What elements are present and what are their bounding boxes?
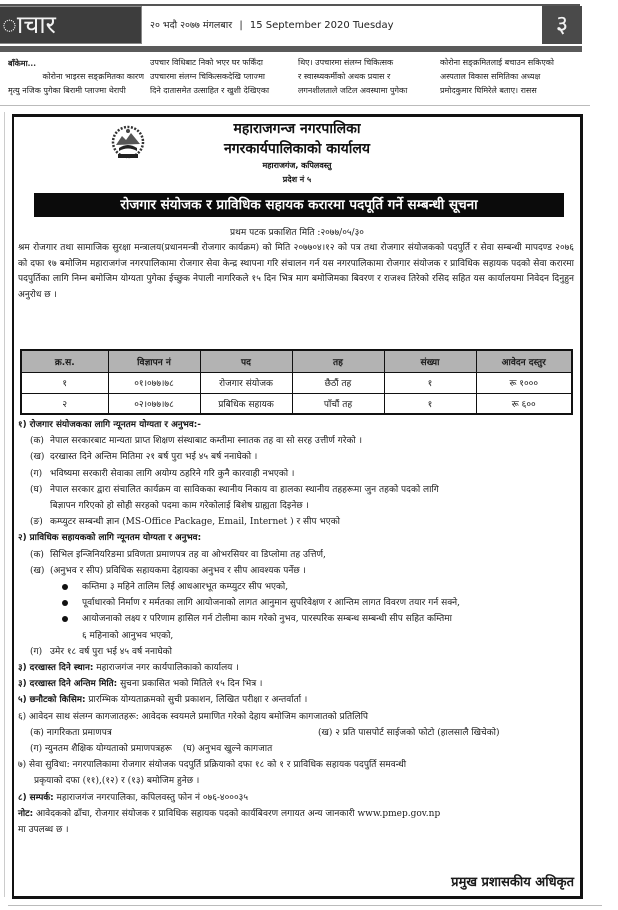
- signature-title: प्रमुख प्रशासकीय अधिकृत: [451, 875, 574, 890]
- item-text: (अनुभव र सीप) प्रविधिक सहायकमा देहायका अनुभव र सीप आवश्यक पर्नेछ ।: [50, 565, 306, 576]
- item-text: भविष्यमा सरकारी सेवाका लागि अयोग्य ठहरिने गरि कुनै कारवाही नभएको ।: [50, 468, 295, 479]
- col-sn: क्र.स.: [21, 350, 108, 372]
- bullet-icon: [62, 584, 68, 590]
- bullet-text: आयोजनाको लक्ष्य र परिणाम हासिल गर्न टोलीमा काम गरेको नुभव, पारस्परिक सम्बन्ध सम्बन्धी सीप सहित कम्तिमा: [82, 614, 452, 625]
- intro-paragraph: श्रम रोजगार तथा सामाजिक सुरक्षा मन्त्रालय(प्रधानमन्त्री रोजगार कार्यक्रम) को मिति २०७७०४।१२ को पत्र तथा रोजगार संयोजकको पदपुर्ति र सेवा सम्बन्धी मापदण्ड २०७६ को दफा १७ बमोजिम महाराजगंज नगरपालिकामा रोजगार सेवा केन्द्र स्थापना गरि संचालन गर्न यस नगरपालिकामा रोजगार संयोजक र प्राविधिक सहायक पदको सेवा करारमा पदपुर्तिका लागि निम्न बमोजिम योग्यता पुगेका ईच्छुक नेपाली नागरिकले १५ दिन भित्र माग बमोजिमका बिवरण र राजश्व तिरेको रसिद सहित यस कार्यालयमा निवेदन दिनुहुन अनुरोध छ ।: [18, 243, 574, 300]
- section-5: [18, 692, 576, 708]
- contact-label: ८) सम्पर्क:: [18, 792, 54, 803]
- date-nepali: २० भदौ २०७७ मंगलबार: [150, 20, 233, 31]
- contact-text: महाराजगंज नगरपालिका, कपिलवस्तु फोन नं ०७६-४०००३५: [53, 792, 249, 803]
- list-item: [18, 563, 576, 579]
- page-number: ३: [555, 10, 569, 38]
- cell: प्रबिधिक सहायक: [200, 393, 292, 414]
- news-line: अस्पताल विकास समितिका अध्यक्ष: [440, 72, 541, 81]
- list-item-continued: बिज्ञापन गरिएको हो सोही सरहको पदमा काम गरेकोलाई बिशेष ग्राह्यता दिइनेछ ।: [50, 501, 309, 512]
- published-date: प्रथम पटक प्रकाशित मिति :२०७७/०५/३०: [230, 228, 364, 238]
- gutter-rule: [4, 112, 5, 897]
- doc-citizenship: (क) नागरिकता प्रमाणपत्र: [30, 727, 112, 738]
- news-divider: [0, 105, 590, 106]
- section-7: ७) सेवा सुविधा: नगरपालिकामा रोजगार संयोजक पदपुर्ति प्रक्रियाको दफा १८ को १ र प्राविधिक सहायक पदपुर्ति समवन्धी: [18, 760, 407, 771]
- list-item: [18, 514, 576, 530]
- news-line: लगनशीलताले जटिल अवस्थामा पुगेका: [298, 86, 408, 95]
- org-header: [14, 117, 580, 213]
- cell: ०१।०७७।७८: [108, 372, 200, 393]
- job-notice: [12, 114, 583, 899]
- documents-row-2: [18, 741, 576, 757]
- list-item: [18, 466, 576, 482]
- section-2-heading: २) प्राविधिक सहायकको लागि न्यूनतम योग्यता र अनुभव:: [18, 533, 202, 544]
- item-label: (क): [30, 549, 44, 560]
- news-line: उपचारमा संलग्न चिकित्सकदेखि प्लाज्मा: [150, 72, 265, 81]
- news-line: प्रमोदकुमार घिमिरेले बताए। रासस: [440, 86, 537, 95]
- date-separator: |: [239, 20, 243, 31]
- news-column-1: [8, 56, 144, 98]
- date-line: [150, 18, 394, 31]
- news-line: र स्वास्थ्यकर्मीको अथक प्रयास र: [298, 72, 391, 81]
- paper-name: ाचार: [2, 10, 56, 39]
- cell: २: [21, 393, 108, 414]
- news-line: कोरोना सङ्क्रमितलाई बचाउन सकिएको: [440, 58, 554, 67]
- item-label: (ङ): [30, 517, 43, 528]
- cell: रू ६००: [476, 393, 572, 414]
- cell: पाँचौं तह: [292, 393, 384, 414]
- cell: रोजगार संयोजक: [200, 372, 292, 393]
- newspaper-masthead: [0, 0, 618, 52]
- note-text: आवेदकको ढाँचा, रोजगार संयोजक र प्राविधिक सहायक पदको कार्यबिवरण लगायत अन्य जानकारी www.pmep.gov.np: [33, 808, 441, 819]
- province: प्रदेश नं ५: [282, 175, 312, 184]
- section-6: ६) आवेदन साथ संलग्न कागजातहरू: आवेदक स्वयमले प्रमाणित गरेको देहाय बमोजिम कागजातको प्रतिलिपि: [18, 711, 369, 722]
- news-continuation: [0, 54, 590, 100]
- cell: छैठौं तह: [292, 372, 384, 393]
- cell: १: [21, 372, 108, 393]
- list-item: [18, 547, 576, 563]
- col-level: तह: [292, 350, 384, 372]
- bullet-item: [18, 595, 576, 611]
- col-ad-no: विज्ञापन नं: [108, 350, 200, 372]
- col-post: पद: [200, 350, 292, 372]
- table-row: [21, 372, 572, 393]
- item-label: (ख): [30, 452, 45, 463]
- note-label: नोट:: [18, 808, 34, 819]
- note: [18, 806, 576, 822]
- item-label: (क): [30, 436, 44, 447]
- item-text: नेपाल सरकारबाट मान्यता प्राप्त शिक्षण संस्थाबाट कम्तीमा स्नातक तह वा सो सरह उत्तीर्ण गरेको ।: [50, 436, 363, 447]
- news-heading: बाँकेमा...: [8, 58, 36, 68]
- list-item: [18, 482, 576, 498]
- news-line: मृत्यु नजिक पुगेका बिरामी प्लाज्मा थेरापी: [8, 86, 126, 95]
- section-4: [18, 676, 576, 692]
- office-name: नगरकार्यपालिकाको कार्यालय: [224, 141, 370, 157]
- news-column-3: [298, 56, 432, 98]
- requirements: [18, 417, 576, 838]
- section-3-text: महाराजगंज नगर कार्यपालिकाको कार्यालय ।: [93, 663, 239, 674]
- news-line: थिए। उपचारमा संलग्न चिकित्सक: [298, 58, 394, 67]
- news-line: उपचार विधिबाट निको भएर घर फर्किँदा: [150, 58, 264, 67]
- section-8: [18, 790, 576, 806]
- org-address: महाराजगंज, कपिलवस्तु: [262, 161, 332, 170]
- cell: ०२।०७७।७८: [108, 393, 200, 414]
- bullet-item: [18, 579, 576, 595]
- section-5-text: प्रारम्भिक योग्यताक्रमको सुची प्रकाशन, लिखित परीक्षा र अन्तर्वार्ता ।: [85, 695, 308, 706]
- bullet-continued: ६ महिनाको आनुभव भएको,: [82, 630, 174, 641]
- section-3-label: ३) दरखास्त दिने स्थान:: [18, 663, 94, 674]
- table-row: [21, 393, 572, 414]
- doc-photo: (ख) २ प्रति पासपोर्ट साईजको फोटो (हालसालै खिचेको): [318, 727, 500, 738]
- paper-name-box: [0, 6, 142, 44]
- date-english: 15 September 2020 Tuesday: [249, 20, 394, 31]
- org-name: महाराजगन्ज नगरपालिका: [233, 121, 361, 137]
- item-label: (ग): [30, 468, 43, 479]
- news-column-4: [440, 56, 586, 98]
- masthead-underline: [0, 46, 582, 52]
- vacancy-table: [20, 349, 573, 415]
- section-4-text: सुचना प्रकासित भको मितिले १५ दिन भित्र ।: [117, 679, 263, 690]
- news-line: कोरोना भाइरस सङ्क्रमितका कारण: [42, 72, 144, 81]
- item-label: (ख): [30, 565, 45, 576]
- bullet-text: कम्तिमा ३ महिने तालिम लिई आधआरभूत कम्प्युटर सीप भएको,: [82, 582, 289, 593]
- cell: १: [384, 393, 476, 414]
- list-item: [18, 644, 576, 660]
- news-column-2: [150, 56, 290, 98]
- item-text: कम्प्युटर सम्बन्धी ज्ञान (MS-Office Package, Email, Internet ) र सीप भएको: [50, 517, 340, 528]
- documents-row-1: [18, 725, 576, 741]
- bottom-rule: [8, 905, 602, 906]
- bullet-text: पूर्वाधारको निर्माण र मर्मतका लागि आयोजनाको लागत आनुमान सुपरिवेक्षण र आन्तिम लागत विवरण तयार गर्न सक्ने,: [82, 598, 460, 609]
- section-4-label: ३) दरखास्त दिने अन्तिम मिति:: [18, 679, 118, 690]
- section-1-heading: १) रोजगार संयोजकका लागि न्यूनतम योग्यता र अनुभव:-: [18, 420, 201, 430]
- doc-academic: (ग) न्युनतम शैक्षिक योग्यताको प्रमाणपत्रहरू: [30, 744, 172, 755]
- cell: रू १०००: [476, 372, 572, 393]
- bullet-item: [18, 611, 576, 627]
- item-text: दरखास्त दिने अन्तिम मितिमा २१ बर्ष पुरा भई ४५ बर्ष ननाघेको ।: [50, 452, 258, 463]
- item-text: नेपाल सरकार द्वारा संचालित कार्यक्रम वा साविकका स्थानीय निकाय वा हालका स्थानीय तहहरूमा जुन तहको पदको लागि: [50, 484, 439, 495]
- section-5-label: ५) छनौटको किसिम:: [18, 695, 86, 706]
- page-number-box: [542, 6, 582, 44]
- notice-title: रोजगार संयोजक र प्राविधिक सहायक करारमा पदपूर्ति गर्ने सम्बन्धी सूचना: [34, 193, 564, 217]
- cell: १: [384, 372, 476, 393]
- item-label: (घ): [30, 484, 43, 495]
- item-text: सिभिल इन्जिनियरिङमा प्रविणता प्रमाणपत्र तह वा ओभरसियर वा डिप्लोमा तह उत्तिर्ण,: [50, 549, 326, 560]
- note-continued: मा उपलब्ध छ ।: [18, 825, 69, 836]
- item-label: (ग): [30, 646, 43, 657]
- table-header-row: [21, 350, 572, 372]
- list-item: [18, 433, 576, 449]
- section-3: [18, 660, 576, 676]
- list-item: [18, 449, 576, 465]
- doc-experience: (घ) अनुभव खुल्ने कागजात: [182, 744, 273, 755]
- section-7-continued: प्रकृयाको दफा (११),(१२) र (१३) बमोजिम हुनेछ ।: [34, 776, 200, 787]
- col-count: संख्या: [384, 350, 476, 372]
- col-fee: आवेदन दस्तुर: [476, 350, 572, 372]
- item-text: उमेर १८ वर्ष पुरा भई ४५ वर्ष ननाघेको: [50, 646, 172, 657]
- news-line: दिने दातासमेत उत्साहित र खुशी देखिएका: [150, 86, 270, 95]
